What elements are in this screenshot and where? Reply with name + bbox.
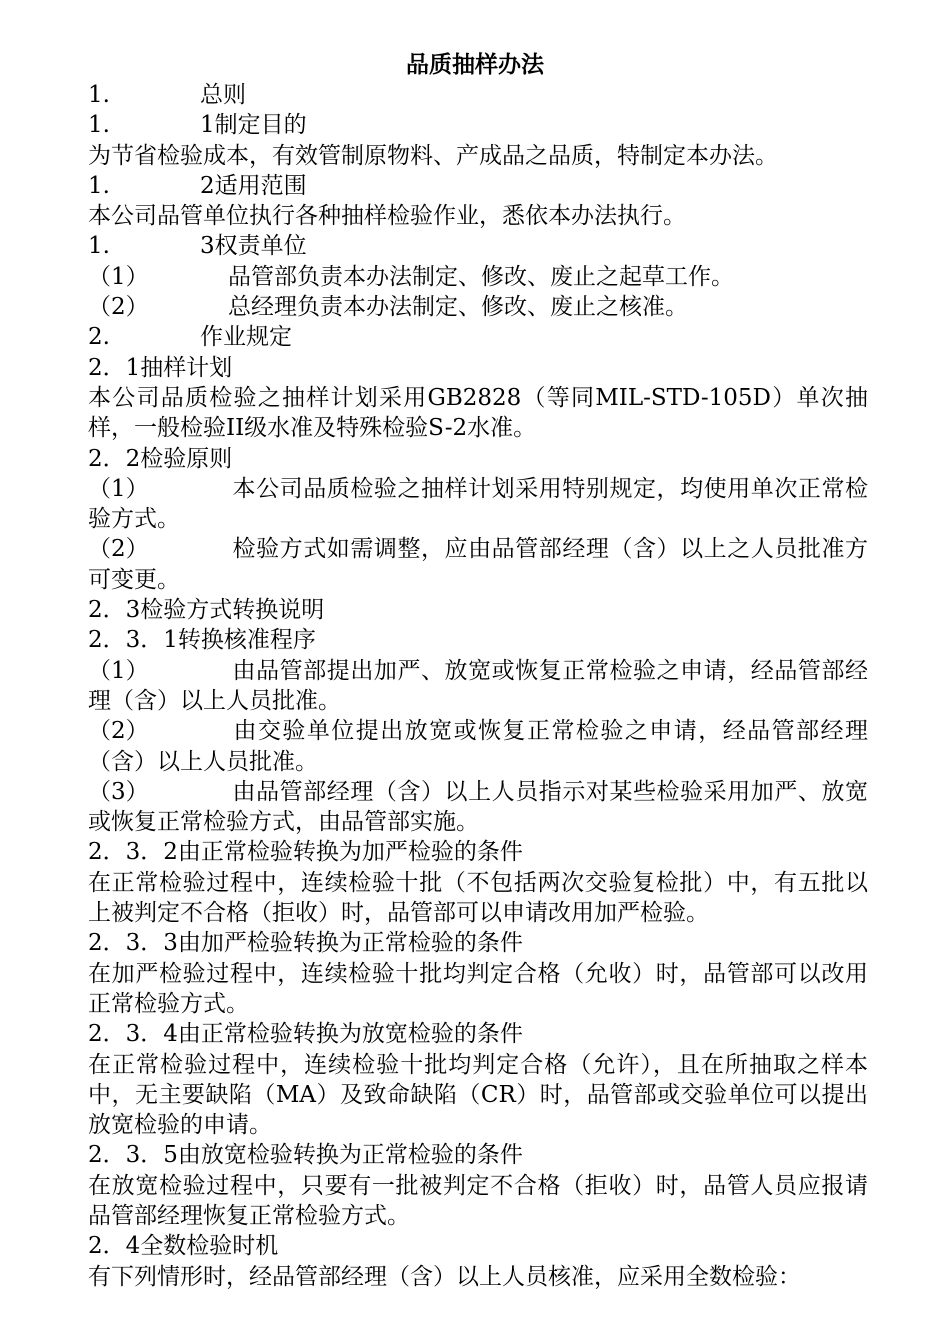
document-title: 品质抽样办法 (406, 51, 544, 78)
section-heading (88, 322, 862, 352)
section-title: 作业规定 (200, 324, 292, 351)
paragraph: 有下列情形时，经品管部经理（含）以上人员核准，应采用全数检验： (88, 1263, 801, 1290)
list-number: （3） (88, 778, 149, 805)
list-item (88, 656, 868, 717)
paragraph: 在放宽检验过程中，只要有一批被判定不合格（拒收）时，品管人员应报请品管部经理恢复正常检验方式。 (88, 1172, 868, 1229)
section-title: 总则 (200, 82, 246, 108)
subsection-heading (88, 231, 862, 261)
list-number: （2） (88, 718, 149, 745)
subsection-heading: 2．4全数检验时机 (88, 1233, 279, 1260)
list-item (88, 534, 868, 595)
section-number: 1. (88, 233, 110, 260)
section-number: 1. (88, 112, 110, 139)
list-text: 检验方式如需调整，应由品管部经理（含）以上之人员批准方可变更。 (88, 536, 868, 593)
list-number: （2） (88, 536, 149, 563)
subsection-heading: 2．3检验方式转换说明 (88, 597, 325, 624)
subsection-heading: 2．3．5由放宽检验转换为正常检验的条件 (88, 1142, 523, 1169)
list-item (88, 716, 868, 777)
subsection-heading: 2．3．3由加严检验转换为正常检验的条件 (88, 930, 523, 957)
paragraph: 为节省检验成本，有效管制原物料、产成品之品质，特制定本办法。 (88, 142, 778, 169)
subsection-title: 2适用范围 (200, 172, 307, 199)
list-number: （1） (88, 657, 149, 684)
list-text: 由品管部提出加严、放宽或恢复正常检验之申请，经品管部经理（含）以上人员批准。 (88, 657, 868, 714)
list-text: 总经理负责本办法制定、修改、废止之核准。 (228, 294, 688, 321)
subsection-title: 1制定目的 (200, 112, 307, 139)
paragraph: 在加严检验过程中，连续检验十批均判定合格（允收）时，品管部可以改用正常检验方式。 (88, 960, 868, 1017)
list-number: （1） (88, 475, 149, 502)
paragraph: 本公司品质检验之抽样计划采用GB2828（等同MIL-STD-105D）单次抽样，一般检验II级水准及特殊检验S-2水准。 (88, 384, 868, 442)
section-number: 1. (88, 82, 110, 108)
list-number: （2） (88, 294, 149, 321)
section-heading (88, 80, 862, 110)
section-number: 2. (88, 324, 110, 351)
list-text: 本公司品质检验之抽样计划采用特别规定，均使用单次正常检验方式。 (88, 475, 868, 533)
subsection-heading: 2．3．1转换核准程序 (88, 627, 316, 654)
list-text: 由品管部经理（含）以上人员指示对某些检验采用加严、放宽或恢复正常检验方式，由品管部实施。 (88, 778, 868, 836)
paragraph: 在正常检验过程中，连续检验十批（不包括两次交验复检批）中，有五批以上被判定不合格（拒收）时，品管部可以申请改用加严检验。 (88, 869, 868, 927)
subsection-heading (88, 110, 862, 140)
paragraph: 在正常检验过程中，连续检验十批均判定合格（允许），且在所抽取之样本中，无主要缺陷（MA）及致命缺陷（CR）时，品管部或交验单位可以提出放宽检验的申请。 (88, 1051, 868, 1139)
list-text: 由交验单位提出放宽或恢复正常检验之申请，经品管部经理（含）以上人员批准。 (88, 718, 868, 775)
list-text: 品管部负责本办法制定、修改、废止之起草工作。 (228, 263, 734, 290)
subsection-heading: 2．3．2由正常检验转换为加严检验的条件 (88, 839, 523, 866)
list-number: （1） (88, 263, 149, 290)
subsection-heading: 2．2检验原则 (88, 445, 233, 472)
list-item (88, 777, 868, 838)
list-item (88, 474, 868, 535)
subsection-heading: 2．1抽样计划 (88, 354, 233, 381)
subsection-heading (88, 171, 862, 201)
list-item (88, 262, 862, 292)
list-item (88, 292, 862, 322)
paragraph: 本公司品管单位执行各种抽样检验作业，悉依本办法执行。 (88, 203, 686, 230)
subsection-title: 3权责单位 (200, 233, 307, 260)
subsection-heading: 2．3．4由正常检验转换为放宽检验的条件 (88, 1021, 523, 1048)
section-number: 1. (88, 172, 110, 199)
